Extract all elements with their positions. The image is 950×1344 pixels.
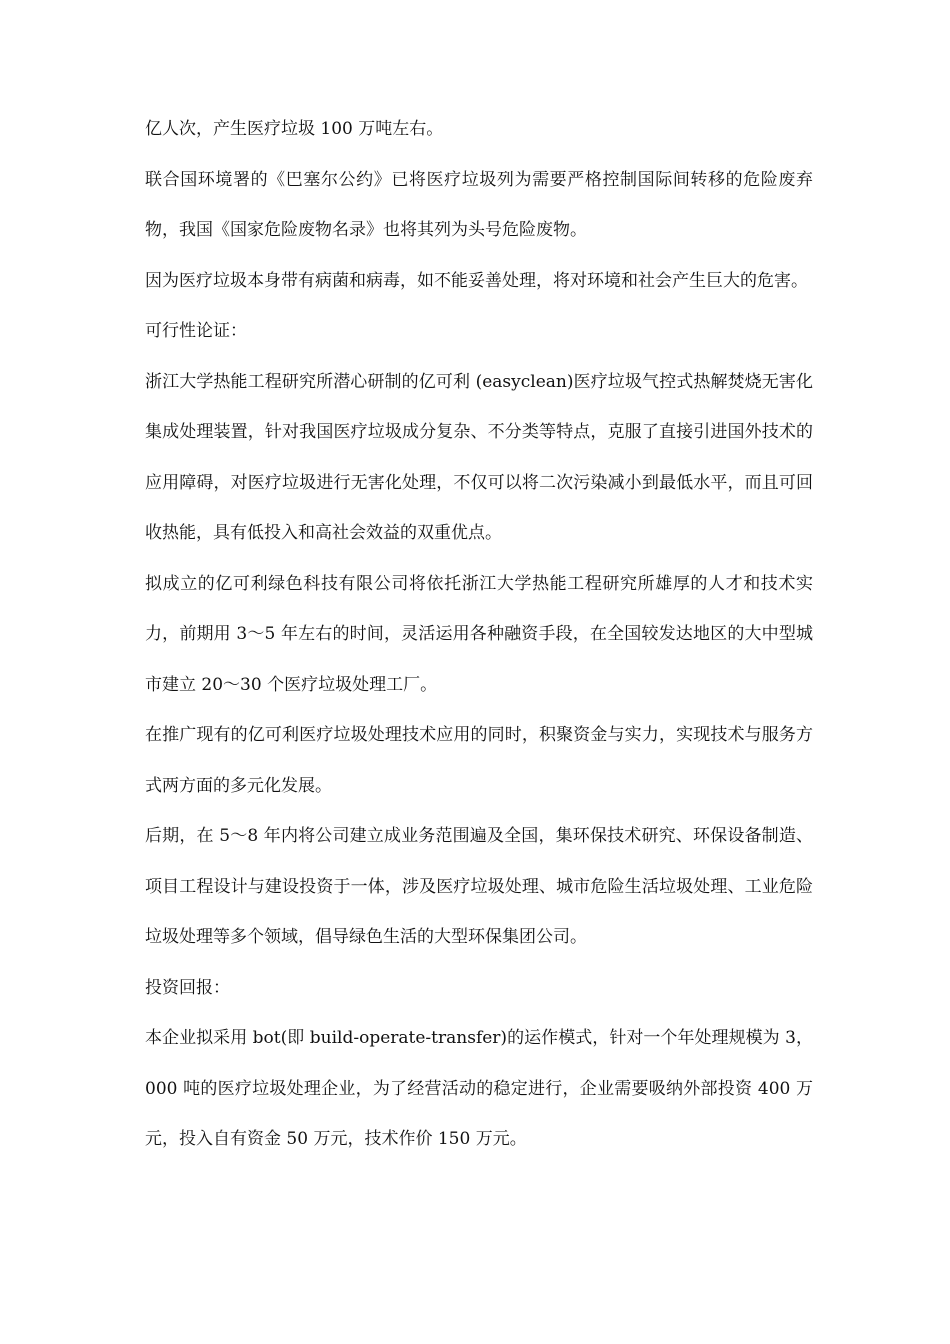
paragraph: 在推广现有的亿可利医疗垃圾处理技术应用的同时，积聚资金与实力，实现技术与服务方式两方面的多元化发展。 — [145, 725, 813, 796]
paragraph: 联合国环境署的《巴塞尔公约》已将医疗垃圾列为需要严格控制国际间转移的危险废弃物，我国《国家危险废物名录》也将其列为头号危险废物。 — [145, 169, 813, 240]
document-body — [145, 104, 813, 1165]
section-heading: 投资回报： — [145, 977, 230, 998]
paragraph: 因为医疗垃圾本身带有病菌和病毒，如不能妥善处理，将对环境和社会产生巨大的危害。 — [145, 270, 808, 291]
paragraph: 后期，在 5～8 年内将公司建立成业务范围遍及全国，集环保技术研究、环保设备制造、项目工程设计与建设投资于一体，涉及医疗垃圾处理、城市危险生活垃圾处理、工业危险垃圾处理等多个领域，倡导绿色生活的大型环保集团公司。 — [145, 826, 813, 947]
paragraph: 本企业拟采用 bot(即 build-operate-transfer)的运作模式，针对一个年处理规模为 3，000 吨的医疗垃圾处理企业，为了经营活动的稳定进行，企业需要吸纳外部投资 400 万元，投入自有资金 50 万元，技术作价 150 万元。 — [145, 1028, 813, 1149]
section-heading: 可行性论证： — [145, 321, 247, 341]
paragraph: 浙江大学热能工程研究所潜心研制的亿可利 (easyclean)医疗垃圾气控式热解焚烧无害化集成处理装置，针对我国医疗垃圾成分复杂、不分类等特点，克服了直接引进国外技术的应用障碍，对医疗垃圾进行无害化处理，不仅可以将二次污染减小到最低水平，而且可回收热能，具有低投入和高社会效益的双重优点。 — [145, 371, 813, 543]
paragraph: 亿人次，产生医疗垃圾 100 万吨左右。 — [145, 119, 444, 139]
paragraph: 拟成立的亿可利绿色科技有限公司将依托浙江大学热能工程研究所雄厚的人才和技术实力，前期用 3～5 年左右的时间，灵活运用各种融资手段，在全国较发达地区的大中型城市建立 20～30 个医疗垃圾处理工厂。 — [145, 573, 813, 695]
